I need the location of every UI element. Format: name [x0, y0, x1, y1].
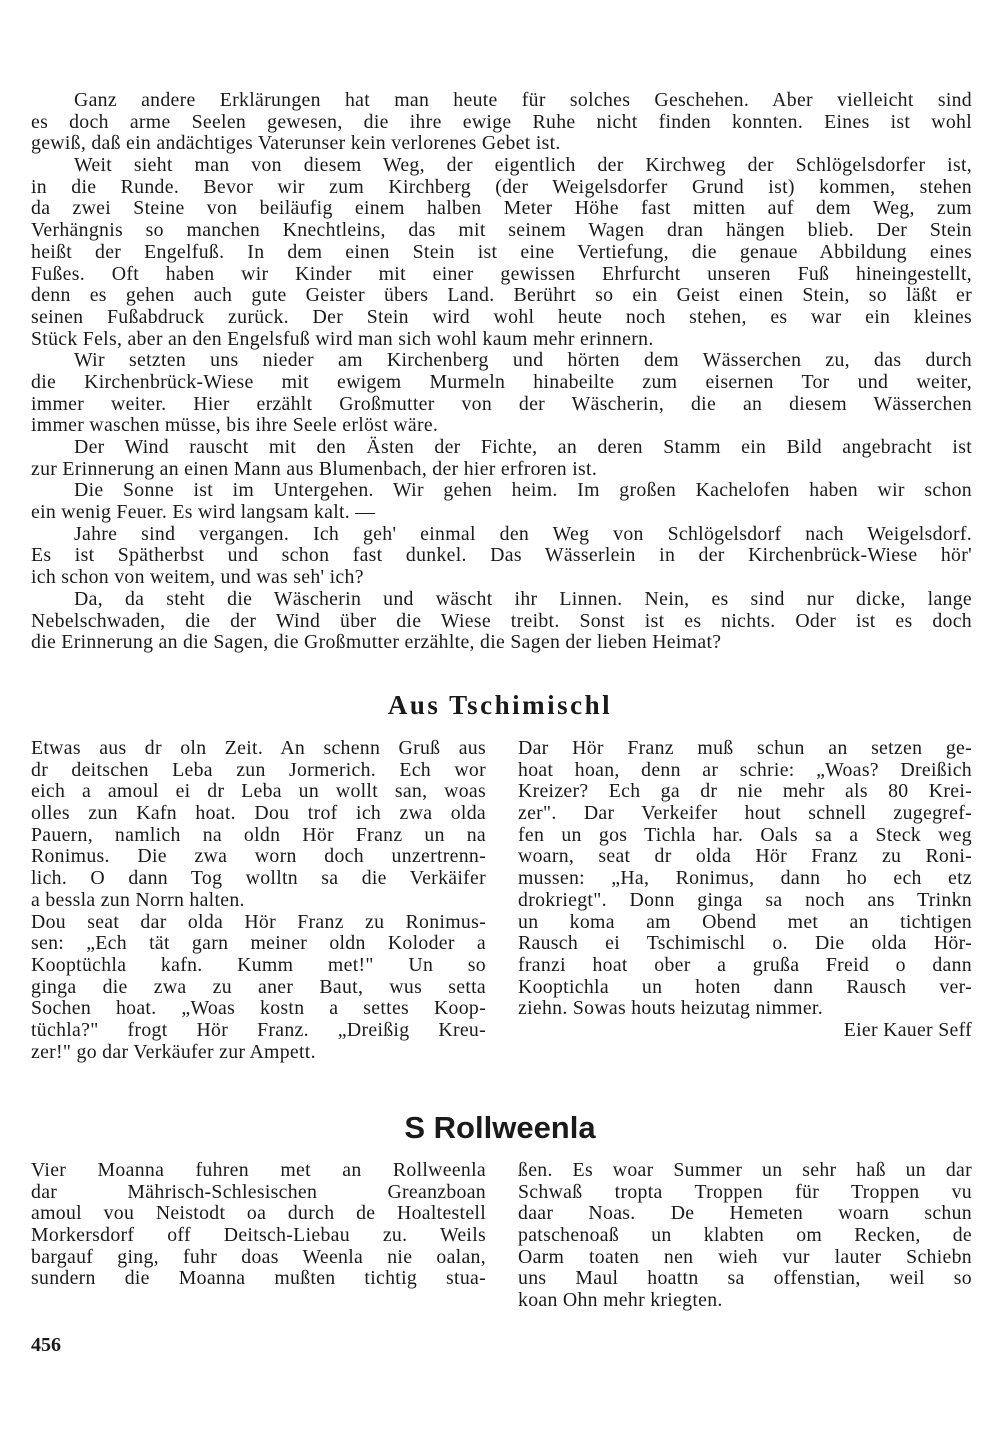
text-line: Etwas aus dr oln Zeit. An schenn Gruß aus	[31, 737, 486, 759]
text-line: koan Ohn mehr kriegten.	[518, 1289, 723, 1312]
text-line: Verhängnis so manchen Knechtleins, das mit seinem Wagen dran hängen blieb. Der Stein	[31, 219, 972, 242]
text-line: daar Noas. De Hemeten woarn schun	[518, 1202, 972, 1225]
text-line: in die Runde. Bevor wir zum Kirchberg (der Weigelsdorfer Grund ist) kommen, stehen	[31, 175, 972, 198]
text-line: Dar Hör Franz muß schun an setzen ge-	[518, 737, 972, 759]
text-line: Es ist Spätherbst und schon fast dunkel. Das Wässerlein in der Kirchenbrück-Wiese hör'	[31, 544, 972, 567]
text-line: Oarm toaten nen wieh vur lauter Schiebn	[518, 1245, 972, 1268]
text-line: ginga die zwa zu aner Baut, wus setta	[31, 975, 486, 998]
text-line: ßen. Es woar Summer un sehr haß un dar	[518, 1159, 972, 1181]
text-line: es doch arme Seelen gewesen, die ihre ewige Ruhe nicht finden konnten. Eines ist wohl	[31, 110, 972, 133]
text-line: un koma am Obend met an tichtigen	[518, 910, 972, 933]
text-line: zur Erinnerung an einen Mann aus Blumenbach, der hier erfroren ist.	[31, 457, 598, 480]
text-line: dar Mährisch-Schlesischen Greanzboan	[31, 1180, 486, 1203]
page-number: 456	[31, 1334, 61, 1356]
text-line: seinen Fußabdruck zurück. Der Stein wird wohl heute noch stehen, es war ein kleines	[31, 305, 972, 328]
text-line: sen: „Ech tät garn meiner oldn Koloder a	[31, 932, 486, 955]
text-line: Weit sieht man von diesem Weg, der eigentlich der Kirchweg der Schlögelsdorfer ist,	[74, 154, 972, 177]
text-line: Stück Fels, aber an den Engelsfuß wird man sich wohl kaum mehr erinnern.	[31, 327, 654, 350]
text-line: eich a amoul ei dr Leba un wollt san, woas	[31, 780, 486, 803]
rollweenla-left-column	[31, 1160, 486, 1290]
text-line: uns Maul hoattn sa offenstian, weil so	[518, 1267, 972, 1290]
text-line: Dou seat dar olda Hör Franz zu Ronimus-	[31, 910, 486, 933]
text-line: bargauf ging, fuhr doas Weenla nie oalan,	[31, 1245, 486, 1268]
text-line: Kooptüchla kafn. Kumm met!" Un so	[31, 953, 486, 976]
rollweenla-right-column	[518, 1160, 972, 1312]
text-line: zer!" go dar Verkäufer zur Ampett.	[31, 1040, 316, 1063]
text-line: denn es gehen auch gute Geister übers Land. Berührt so ein Geist einen Stein, so läßt er	[31, 284, 972, 307]
text-line: Der Wind rauscht mit den Ästen der Fichte, an deren Stamm ein Bild angebracht ist	[74, 436, 972, 458]
text-line: Morkersdorf off Deitsch-Liebau zu. Weils	[31, 1224, 486, 1247]
text-line: gewiß, daß ein andächtiges Vaterunser kein verlorenes Gebet ist.	[31, 132, 561, 155]
text-line: ich schon von weitem, und was seh' ich?	[31, 566, 364, 589]
text-line: die Erinnerung an die Sagen, die Großmutter erzählte, die Sagen der lieben Heimat?	[31, 631, 722, 654]
text-line: a bessla zun Norrn halten.	[31, 888, 245, 911]
text-line: fen un gos Tichla har. Oals sa a Steck weg	[518, 823, 972, 846]
text-line: Da, da steht die Wäscherin und wäscht ihr Linnen. Nein, es sind nur dicke, lange	[74, 587, 972, 610]
text-line: Nebelschwaden, die der Wind über die Wiese treibt. Sonst ist es nichts. Oder ist es doch	[31, 609, 972, 632]
text-line: woarn, seat dr olda Hör Franz zu Roni-	[518, 845, 972, 868]
text-line: Sochen hoat. „Woas kostn a settes Koop-	[31, 997, 486, 1020]
tschimischl-left-column	[31, 738, 486, 1063]
text-line: Schwaß tropta Troppen für Troppen vu	[518, 1180, 972, 1203]
text-line: hoat hoan, denn ar schrie: „Woas? Dreißich	[518, 758, 972, 781]
text-line: Fußes. Oft haben wir Kinder mit einer gewissen Ehrfurcht unseren Fuß hineingestellt,	[31, 262, 972, 285]
tschimischl-right-column	[518, 738, 972, 1042]
text-line: franzi hoat ober a grußa Freid o dann	[518, 953, 972, 976]
text-line: immer weiter. Hier erzählt Großmutter von der Wäscherin, die an diesem Wässerchen	[31, 392, 972, 415]
text-line: Eier Kauer Seff	[843, 1018, 972, 1041]
text-line: olles zun Kafn hoat. Dou trof ich zwa olda	[31, 802, 486, 825]
text-line: Pauern, namlich na oldn Hör Franz un na	[31, 823, 486, 846]
text-line: patschenoaß un klabten om Recken, de	[518, 1224, 972, 1247]
text-line: Vier Moanna fuhren met an Rollweenla	[31, 1159, 486, 1181]
text-line: dr deitschen Leba zun Jormerich. Ech wor	[31, 758, 486, 781]
heading-s-rollweenla: S Rollweenla	[404, 1110, 596, 1145]
text-line: ziehn. Sowas houts heizutag nimmer.	[518, 997, 823, 1020]
text-line: Kreizer? Ech ga dr nie mehr als 80 Krei-	[518, 780, 972, 803]
text-line: drokriegt". Donn ginga sa noch ans Trinkn	[518, 888, 972, 911]
heading-aus-tschimischl: Aus Tschimischl	[387, 690, 613, 720]
text-line: amoul vou Neistodt oa durch de Hoaltestell	[31, 1202, 486, 1225]
text-line: tüchla?" frogt Hör Franz. „Dreißig Kreu-	[31, 1018, 486, 1041]
text-line: sundern die Moanna mußten tichtig stua-	[31, 1267, 486, 1290]
text-line: lich. O dann Tog wolltn sa die Verkäifer	[31, 867, 486, 890]
text-line: Jahre sind vergangen. Ich geh' einmal den Weg von Schlögelsdorf nach Weigelsdorf.	[74, 522, 972, 545]
essay-text	[31, 90, 972, 654]
text-line: zer". Dar Verkeifer hout schnell zugegref-	[518, 802, 972, 825]
text-line: heißt der Engelfuß. In dem einen Stein ist eine Vertiefung, die genaue Abbildung eines	[31, 240, 972, 263]
text-line: Rausch ei Tschimischl o. Die olda Hör-	[518, 932, 972, 955]
text-line: Ronimus. Die zwa worn doch unzertrenn-	[31, 845, 486, 868]
text-line: ein wenig Feuer. Es wird langsam kalt. —	[31, 501, 376, 524]
text-line: mussen: „Ha, Ronimus, dann ho ech etz	[518, 867, 972, 890]
text-line: die Kirchenbrück-Wiese mit ewigem Murmeln hinabeilte zum eisernen Tor und weiter,	[31, 370, 972, 393]
text-line: Kooptichla un hoten dann Rausch ver-	[518, 975, 972, 998]
text-line: Die Sonne ist im Untergehen. Wir gehen heim. Im großen Kachelofen haben wir schon	[74, 479, 972, 502]
text-line: Ganz andere Erklärungen hat man heute für solches Geschehen. Aber vielleicht sind	[74, 89, 972, 111]
text-line: immer waschen müsse, bis ihre Seele erlöst wäre.	[31, 414, 439, 437]
text-line: da zwei Steine von beiläufig einem halben Meter Höhe fast mitten auf dem Weg, zum	[31, 197, 972, 220]
text-line: Wir setzten uns nieder am Kirchenberg und hörten dem Wässerchen zu, das durch	[74, 349, 972, 372]
